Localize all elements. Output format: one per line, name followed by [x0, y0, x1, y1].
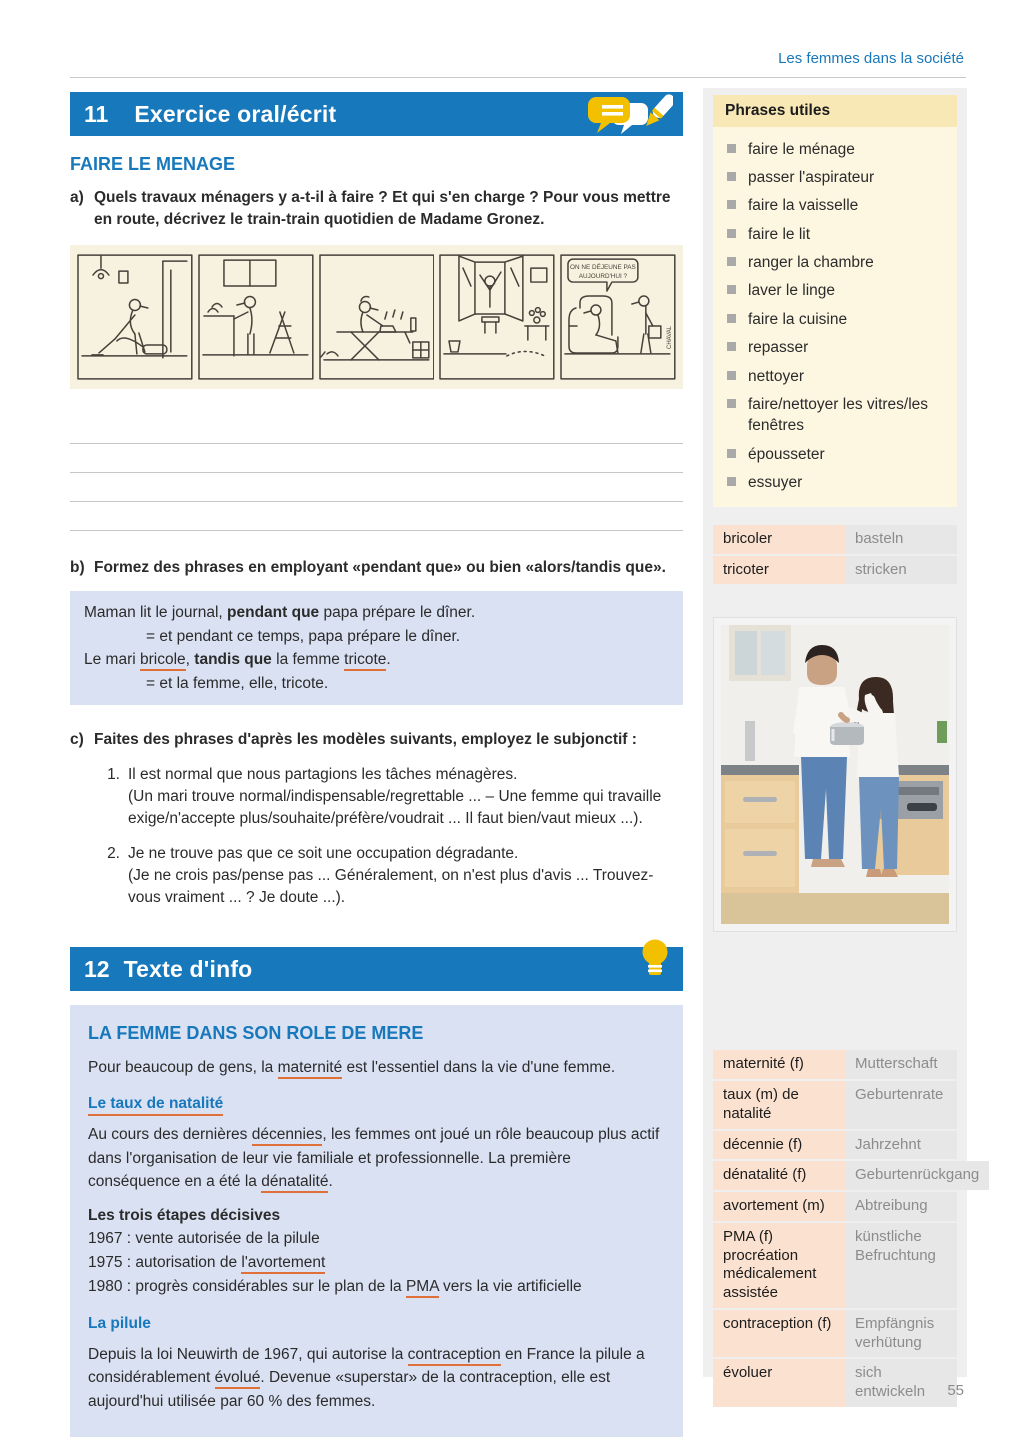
- vocab-table-bricoler: [713, 525, 957, 585]
- info-intro: Pour beaucoup de gens, la maternité est l'essentiel dans la vie d'une femme.: [88, 1056, 665, 1079]
- vocab-row: [713, 1192, 957, 1221]
- square-bullet-icon: [727, 314, 736, 323]
- left-column: [70, 92, 683, 1437]
- phrase-text: épousseter: [748, 445, 825, 463]
- etape-line: 1980 : progrès considérables sur le plan de la PMA vers la vie artificielle: [88, 1275, 665, 1299]
- vocab-french: évoluer: [713, 1359, 845, 1407]
- comic-panel-armchair: [560, 254, 676, 380]
- square-bullet-icon: [727, 399, 736, 408]
- square-bullet-icon: [727, 371, 736, 380]
- comic-panel-window-cleaning: [439, 254, 555, 380]
- vocab-german: Geburtenrate: [845, 1081, 957, 1129]
- section-12-number: 12: [84, 955, 110, 982]
- task-b-label: b): [70, 559, 85, 576]
- phrase-item: [725, 390, 945, 440]
- example-line: = et pendant ce temps, papa prépare le dîner.: [146, 627, 461, 645]
- comic-panel-dishes: [198, 254, 314, 380]
- item-number: 1.: [107, 766, 120, 784]
- vocab-row: [713, 1310, 957, 1358]
- vocab-german: Empfängnis verhütung: [845, 1310, 957, 1358]
- square-bullet-icon: [727, 449, 736, 458]
- phrase-item: [725, 469, 945, 497]
- vocab-row: [713, 1359, 957, 1407]
- model-sentence-list: [70, 764, 683, 909]
- phrase-text: repasser: [748, 339, 809, 357]
- model-sentence: Il est normal que nous partagions les tâches ménagères.: [128, 766, 518, 784]
- item-number: 2.: [107, 845, 120, 863]
- vocab-german: Jahrzehnt: [845, 1131, 957, 1160]
- answer-line: [70, 502, 683, 531]
- phrase-item: [725, 362, 945, 390]
- item-body: [128, 764, 683, 830]
- phrase-text: faire le ménage: [748, 140, 855, 158]
- phrase-text: faire la vaisselle: [748, 197, 859, 215]
- vocab-german: sich entwickeln: [845, 1359, 957, 1407]
- paren-hints: (Je ne crois pas/pense pas ... Généralement, on n'est plus d'avis ... Trouvez-vous vraiment ... ? Je doute ...).: [128, 867, 654, 907]
- vocab-french: dénatalité (f): [713, 1161, 845, 1190]
- etape-line: 1967 : vente autorisée de la pilule: [88, 1230, 320, 1248]
- answer-line: [70, 444, 683, 473]
- phrase-text: nettoyer: [748, 367, 805, 385]
- vocab-row: [713, 1161, 980, 1190]
- kitchen-couple-photo: [713, 617, 957, 932]
- etape-line: 1975 : autorisation de l'avortement: [88, 1251, 665, 1275]
- square-bullet-icon: [727, 257, 736, 266]
- info-subheading-natalite: Le taux de natalité: [88, 1095, 665, 1113]
- phrase-item: [725, 334, 945, 362]
- vocab-french: avortement (m): [713, 1192, 845, 1221]
- item-body: [128, 843, 683, 909]
- etapes-title: Les trois étapes décisives: [88, 1207, 281, 1225]
- square-bullet-icon: [727, 229, 736, 238]
- vocab-german: Abtreibung: [845, 1192, 957, 1221]
- task-c-text: Faites des phrases d'après les modèles suivants, employez le subjonctif :: [94, 731, 637, 749]
- model-sentence-item: [70, 843, 683, 909]
- task-c: [70, 729, 683, 751]
- info-title: LA FEMME DANS SON ROLE DE MERE: [88, 1023, 424, 1044]
- vocab-table-maternite: [713, 1050, 980, 1407]
- info-paragraph-pilule: Depuis la loi Neuwirth de 1967, qui autorise la contraception en France la pilule a considérablement évolué. Devenue «superstar» de la contraception, elle est aujourd'hui utilisée par 60 % des femmes.: [88, 1346, 645, 1410]
- running-head: Les femmes dans la société: [778, 50, 964, 67]
- vocab-german: Mutterschaft: [845, 1050, 957, 1079]
- comic-panel-ironing: [319, 254, 435, 380]
- comic-panel-vacuuming: [77, 254, 193, 380]
- comic-bubble-text-line2: AUJOURD'HUI ?: [578, 273, 628, 281]
- comic-signature: CHAVAL: [666, 325, 673, 349]
- phrase-item: [725, 192, 945, 220]
- vocab-french: tricoter: [713, 556, 845, 585]
- lightbulb-icon: [641, 938, 669, 987]
- speech-bubbles-and-pen-icon: [587, 94, 673, 141]
- exercise-heading: FAIRE LE MENAGE: [70, 154, 236, 174]
- vocab-french: contraception (f): [713, 1310, 845, 1358]
- vocab-german: Geburtenrückgang: [845, 1161, 989, 1190]
- vocab-french: taux (m) de natalité: [713, 1081, 845, 1129]
- comic-bubble-text-line1: ON NE DÉJEUNE PAS: [570, 264, 637, 272]
- phrase-item: [725, 163, 945, 191]
- vocab-german: basteln: [845, 525, 957, 554]
- vocab-french: bricoler: [713, 525, 845, 554]
- section-11-number: 11: [84, 100, 109, 127]
- model-sentence-item: [70, 764, 683, 830]
- phrases-utiles-box: [713, 95, 957, 507]
- phrase-text: ranger la chambre: [748, 254, 874, 271]
- example-box: [70, 591, 683, 705]
- phrase-item: [725, 305, 945, 333]
- answer-line: [70, 473, 683, 502]
- page-number: 55: [947, 1382, 964, 1399]
- square-bullet-icon: [727, 477, 736, 486]
- vocab-row: [713, 556, 957, 585]
- task-b: [70, 557, 683, 579]
- section-12-bar: [70, 947, 683, 991]
- phrases-utiles-list: [713, 127, 957, 507]
- vocab-row: [713, 525, 957, 554]
- square-bullet-icon: [727, 200, 736, 209]
- phrase-item: [725, 277, 945, 305]
- task-c-label: c): [70, 731, 84, 749]
- vocab-row: [713, 1131, 957, 1160]
- phrase-text: faire le lit: [748, 225, 811, 243]
- vocab-french: maternité (f): [713, 1050, 845, 1079]
- task-a-text: Quels travaux ménagers y a-t-il à faire ? Et qui s'en charge ? Pour vous mettre en route, décrivez le train-train quotidien de Madame Gronez.: [94, 189, 671, 228]
- top-rule: [70, 77, 966, 78]
- phrases-utiles-title: Phrases utiles: [713, 95, 957, 127]
- section-11-title: Exercice oral/écrit: [134, 100, 337, 127]
- info-subheading-pilule: La pilule: [88, 1315, 151, 1333]
- model-sentence: Je ne trouve pas que ce soit une occupation dégradante.: [128, 845, 519, 863]
- square-bullet-icon: [727, 144, 736, 153]
- square-bullet-icon: [727, 342, 736, 351]
- comic-strip: [70, 245, 683, 389]
- phrase-text: passer l'aspirateur: [748, 168, 875, 186]
- vocab-german: künstliche Befruchtung: [845, 1223, 957, 1308]
- square-bullet-icon: [727, 285, 736, 294]
- example-line: Le mari bricole, tandis que la femme tricote.: [84, 648, 669, 672]
- square-bullet-icon: [727, 172, 736, 181]
- vocab-row: [713, 1081, 957, 1129]
- info-text-box: [70, 1005, 683, 1437]
- phrase-item: [725, 220, 945, 248]
- vocab-french: décennie (f): [713, 1131, 845, 1160]
- phrase-text: essuyer: [748, 474, 803, 491]
- paren-hints: (Un mari trouve normal/indispensable/regrettable ... – Une femme qui travaille exige/n'accepte plus/souhaite/préfère/voudrait ... Il faut bien/vaut mieux ...).: [128, 788, 662, 828]
- info-paragraph-decennies: Au cours des dernières décennies, les femmes ont joué un rôle beaucoup plus actif dans l'organisation de leur vie familiale et professionnelle. La première conséquence en a été la dénatalité.: [88, 1123, 665, 1193]
- task-b-text: Formez des phrases en employant «pendant que» ou bien «alors/tandis que».: [94, 559, 666, 576]
- phrase-text: laver le linge: [748, 282, 836, 300]
- phrase-text: faire la cuisine: [748, 310, 848, 328]
- example-line: = et la femme, elle, tricote.: [146, 674, 329, 692]
- vocab-row: [713, 1050, 957, 1079]
- answer-line: [70, 415, 683, 444]
- phrase-item: [725, 440, 945, 468]
- vocab-french: PMA (f) procréation médicalement assistée: [713, 1223, 845, 1308]
- phrase-item: [725, 249, 945, 277]
- answer-lines: [70, 415, 683, 531]
- phrase-text: faire/nettoyer les vitres/les fenêtres: [748, 395, 929, 435]
- section-11-bar: [70, 92, 683, 136]
- vocab-german: stricken: [845, 556, 957, 585]
- task-a-label: a): [70, 189, 84, 206]
- vocab-row: [713, 1223, 957, 1308]
- section-12-title: Texte d'info: [123, 955, 253, 982]
- task-a: [70, 187, 683, 231]
- example-line: Maman lit le journal, pendant que papa prépare le dîner.: [84, 604, 476, 621]
- phrase-item: [725, 135, 945, 163]
- etapes-list: [88, 1227, 665, 1299]
